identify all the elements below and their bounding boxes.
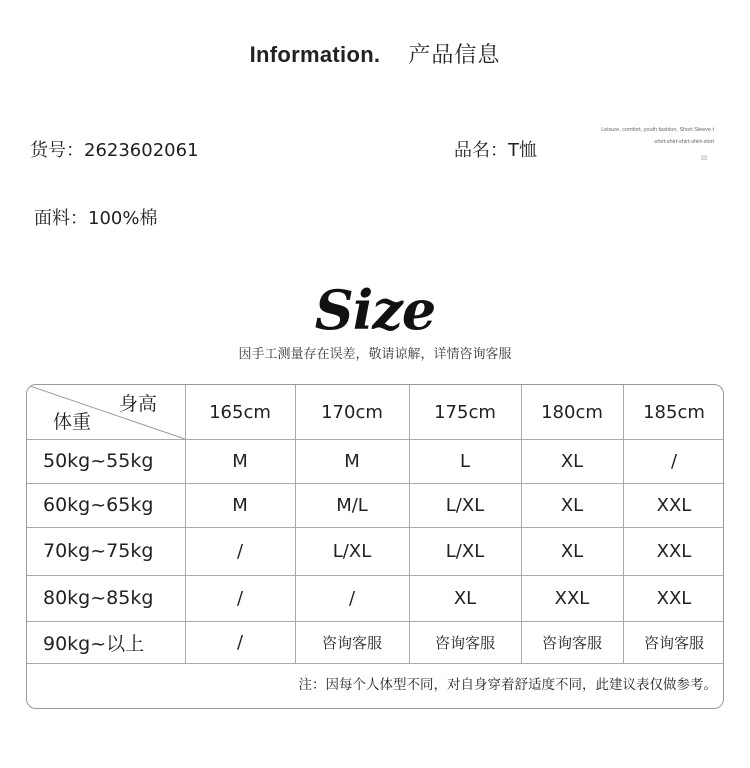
- tagline-line-1: Leisure, comfort, youth fashion, Short Sleeve t: [601, 127, 714, 133]
- header-diagonal-line: [27, 385, 185, 439]
- header-weight-label: 体重: [53, 411, 92, 433]
- table-row-divider: [27, 663, 724, 664]
- fabric-field: [34, 204, 157, 230]
- height-header-cell: 185cm: [643, 401, 705, 423]
- tagline: [560, 124, 714, 148]
- height-header-cell: 165cm: [209, 401, 271, 423]
- size-cell: L/XL: [332, 540, 372, 562]
- size-cell: 咨询客服: [321, 633, 382, 652]
- info-heading: [0, 38, 750, 69]
- size-cell: XL: [453, 587, 477, 609]
- size-cell: XL: [560, 450, 584, 472]
- size-title: Size: [314, 278, 436, 342]
- size-cell: M: [232, 494, 248, 516]
- size-cell: XXL: [656, 587, 692, 609]
- size-cell: 咨询客服: [643, 633, 704, 652]
- fabric-value: 100%棉: [88, 208, 158, 229]
- size-table: [26, 384, 724, 709]
- size-cell: XL: [560, 540, 584, 562]
- size-cell: /: [236, 540, 244, 562]
- weight-cell: 70kg~75kg: [43, 540, 154, 562]
- height-header-cell: 175cm: [434, 401, 496, 423]
- size-cell: XXL: [656, 540, 692, 562]
- size-cell: L/XL: [445, 494, 485, 516]
- header-height-label: 身高: [119, 393, 158, 415]
- size-cell: M: [232, 450, 248, 472]
- size-cell: /: [236, 587, 244, 609]
- fabric-label: 面料：: [34, 208, 88, 229]
- sku-label: 货号：: [30, 140, 84, 161]
- weight-cell: 50kg~55kg: [43, 450, 154, 472]
- sku-field: [30, 136, 199, 162]
- size-cell: M: [344, 450, 360, 472]
- size-cell: /: [670, 450, 678, 472]
- product-name-value: T恤: [508, 140, 537, 161]
- size-cell: XXL: [554, 587, 590, 609]
- size-cell: 咨询客服: [541, 633, 602, 652]
- product-name-label: 品名：: [454, 140, 508, 161]
- size-cell: L/XL: [445, 540, 485, 562]
- size-cell: M/L: [336, 494, 368, 516]
- size-cell: /: [348, 587, 356, 609]
- size-cell: 咨询客服: [434, 633, 495, 652]
- info-title-zh: 产品信息: [408, 43, 501, 68]
- size-note: 注：因每个人体型不同，对自身穿着舒适度不同，此建议表仅做参考。: [298, 677, 717, 693]
- list-icon: ≡: [700, 153, 709, 164]
- product-name-field: [454, 136, 537, 162]
- size-cell: XL: [560, 494, 584, 516]
- size-subtitle: 因手工测量存在误差，敬请谅解，详情咨询客服: [238, 347, 512, 362]
- height-header-cell: 170cm: [321, 401, 383, 423]
- weight-cell: 90kg~以上: [43, 632, 145, 655]
- size-cell: /: [236, 631, 244, 653]
- sku-value: 2623602061: [84, 140, 199, 161]
- info-title-en: Information.: [249, 42, 381, 67]
- weight-cell: 60kg~65kg: [43, 494, 154, 516]
- weight-cell: 80kg~85kg: [43, 587, 154, 609]
- tagline-line-2: -shirt-shirt-shirt-shirt-shirt: [652, 139, 714, 145]
- size-cell: XXL: [656, 494, 692, 516]
- height-header-cell: 180cm: [541, 401, 603, 423]
- size-cell: L: [459, 450, 471, 472]
